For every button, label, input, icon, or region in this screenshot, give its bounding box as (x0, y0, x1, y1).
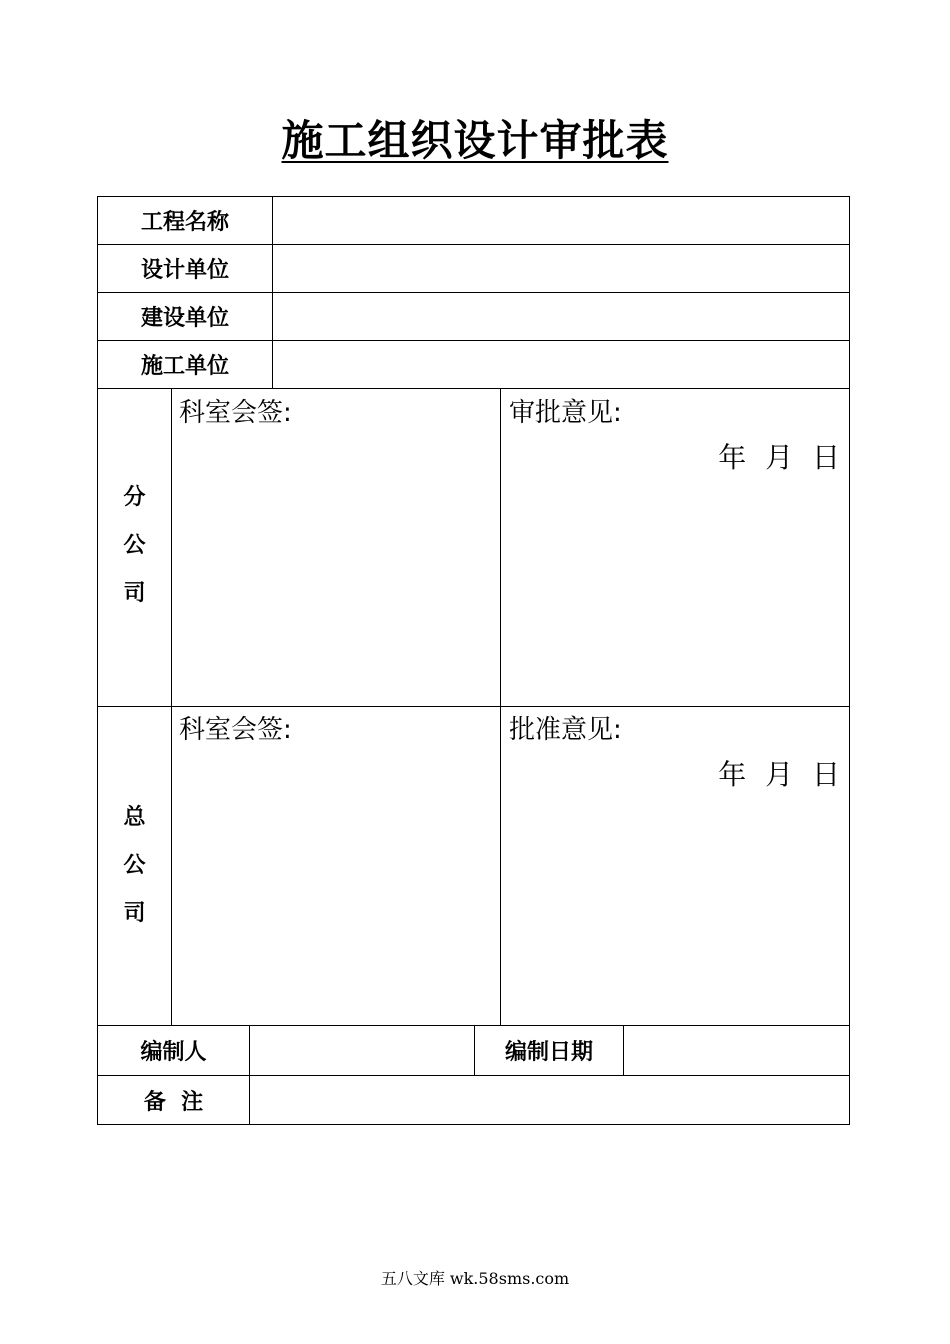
design-unit-label: 设计单位 (140, 257, 229, 283)
branch-opinion: 审批意见: (509, 398, 622, 428)
page-title (0, 108, 950, 168)
head-office-label-char: 司 (123, 901, 146, 926)
head-office-dept-sign: 科室会签: (179, 715, 292, 745)
footer-watermark: 五八文库 wk.58sms.com (380, 1269, 570, 1288)
branch-label-char: 公 (123, 533, 146, 558)
page-title-text: 施工组织设计审批表 (281, 116, 669, 165)
row-divider (97, 388, 850, 389)
branch-date: 年 月 日 (718, 441, 842, 474)
branch-label-char: 分 (123, 485, 146, 510)
head-office-date: 年 月 日 (718, 758, 842, 791)
head-office-label-char: 总 (123, 805, 146, 830)
branch-label-char: 司 (123, 581, 146, 606)
branch-dept-sign: 科室会签: (179, 398, 292, 428)
construction-unit-label: 施工单位 (140, 353, 229, 379)
col-divider (500, 388, 501, 1026)
remarks-label: 备 注 (143, 1089, 204, 1115)
row-divider (97, 706, 850, 707)
construction-owner-label: 建设单位 (140, 305, 229, 331)
branch-company-label (97, 474, 172, 618)
project-name-label: 工程名称 (140, 209, 229, 235)
head-office-label (97, 794, 172, 938)
compile-date-label: 编制日期 (504, 1039, 593, 1065)
head-office-opinion: 批准意见: (509, 715, 622, 745)
compiler-label: 编制人 (140, 1039, 207, 1065)
head-office-label-char: 公 (123, 853, 146, 878)
